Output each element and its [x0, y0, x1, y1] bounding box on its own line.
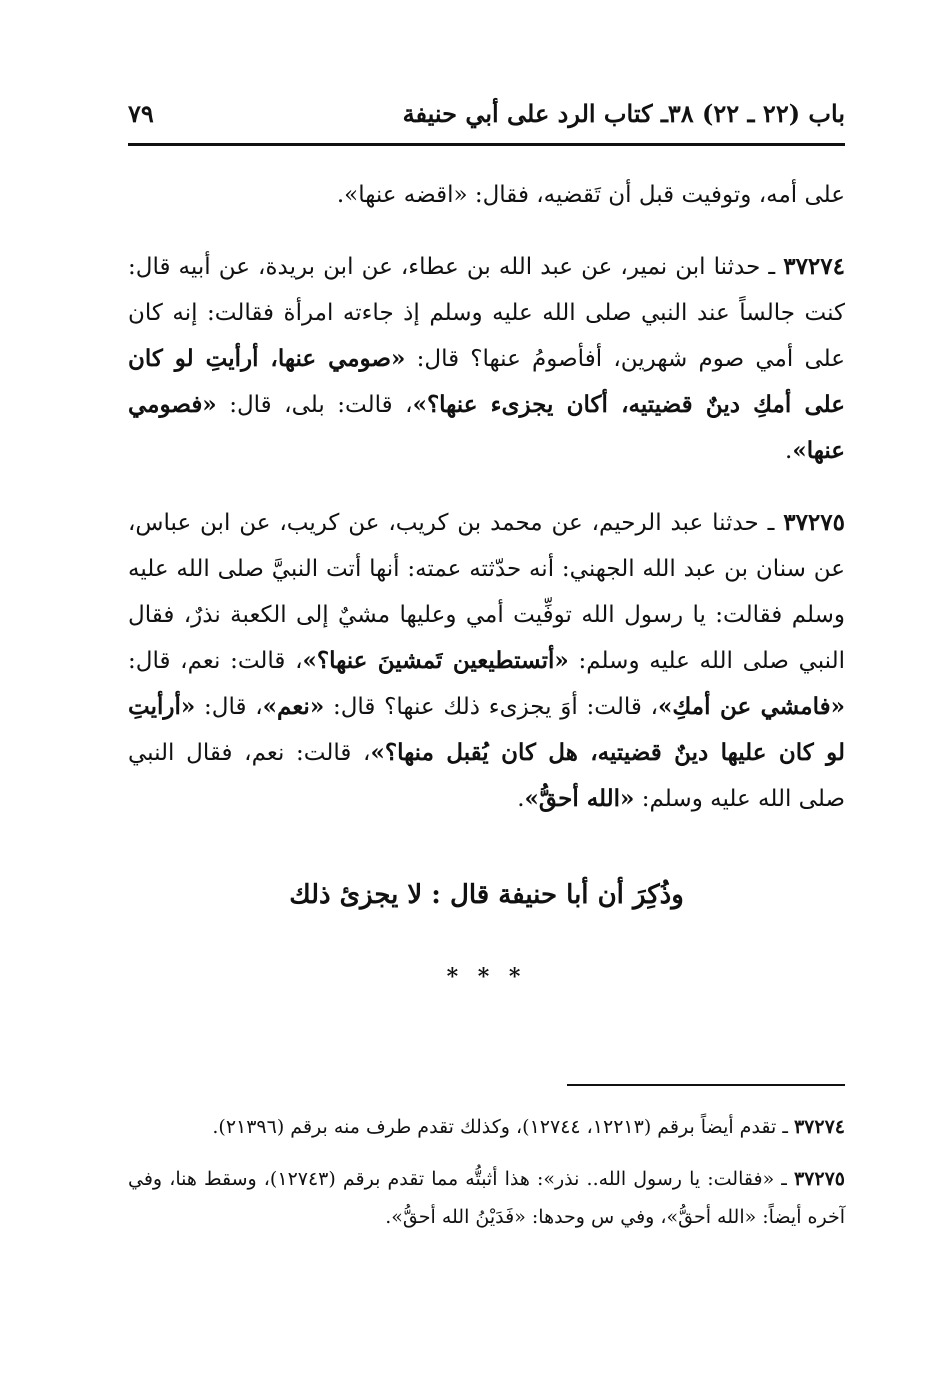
intro-paragraph: على أمه، وتوفيت قبل أن تَقضيه، فقال: «اقضه عنها». — [336, 182, 845, 208]
hadith-text: . — [785, 438, 793, 464]
footnote-text: ـ تقدم أيضاً برقم (١٢٢١٣، ١٢٧٤٤)، وكذلك تقدم طرف منه برقم (٢١٣٩٦). — [212, 1116, 794, 1138]
separator-stars: * * * — [446, 964, 527, 990]
footnote-text: ـ «فقالت: يا رسول الله.. نذر»: هذا أثبتُّه مما تقدم برقم (١٢٧٤٣)، وسقط هنا، وفي آخره أيضاً: «الله أحقُّ»، وفي س وحدها: «فَدَيْنُ الله أحقُّ». — [128, 1168, 845, 1228]
footnotes — [128, 1108, 845, 1236]
hadith-text: ، قالت: أوَ يجزىء ذلك عنها؟ قال: — [324, 694, 659, 720]
footnote-37274 — [128, 1108, 845, 1146]
chapter-title: باب (٢٢ ـ ٢٢) ٣٨ـ كتاب الرد على أبي حنيفة — [402, 99, 845, 128]
header-rule — [128, 143, 845, 146]
quote-text: «فصومي عنها» — [128, 391, 845, 464]
hadith-text: . — [517, 786, 525, 812]
quote-text: «الله أحقُّ» — [524, 785, 635, 812]
page-header — [128, 95, 845, 139]
page-number: ٧٩ — [128, 99, 154, 128]
hadith-text: ، قالت: بلى، قال: — [216, 392, 413, 418]
hadith-text: ، قالت: نعم، قال: — [128, 648, 303, 674]
hadith-text: ـ حدثنا عبد الرحيم، عن محمد بن كريب، عن كريب، عن ابن عباس، عن سنان بن عبد الله الجهني: أنه حدّثته عمته: أنها أتت النبيَّ صلى الله عليه وسلم فقالت: يا رسول الله توفِّيت أمي وعليها مشيٌ إلى الكعبة نذرٌ، فقال النبي صلى الله عليه وسلم: — [128, 510, 846, 674]
quote-text: «نعم» — [262, 693, 325, 720]
hadith-number: ٣٧٢٧٤ — [783, 253, 845, 280]
footnote-number: ٣٧٢٧٥ — [793, 1168, 845, 1190]
footnote-number: ٣٧٢٧٤ — [793, 1116, 845, 1138]
quote-text: «فامشي عن أمكِ» — [658, 693, 846, 720]
hadith-37275 — [128, 500, 845, 822]
hadith-number: ٣٧٢٧٥ — [783, 509, 845, 536]
quote-text: «أرأيتِ لو كان عليها دينٌ قضيتيه، هل كان يُقبل منها؟» — [128, 693, 845, 766]
section-heading: وذُكِرَ أن أبا حنيفة قال : لا يجزئ ذلك — [289, 880, 684, 910]
hadith-text: ، قالت: نعم، فقال النبي صلى الله عليه وسلم: — [128, 740, 845, 812]
main-text — [128, 172, 845, 822]
quote-text: «صومي عنها، أرأيتِ لو كان على أمكِ دينٌ قضيتيه، أكان يجزىء عنها؟» — [128, 345, 845, 418]
hadith-text: ، قال: — [195, 694, 263, 720]
footnote-rule — [567, 1084, 845, 1086]
quote-text: «أتستطيعين تَمشينَ عنها؟» — [302, 647, 569, 674]
hadith-text: ـ حدثنا ابن نمير، عن عبد الله بن عطاء، عن ابن بريدة، عن أبيه قال: كنت جالساً عند النبي صلى الله عليه وسلم إذ جاءته امرأة فقالت: إنه كان على أمي صوم شهرين، أفأصومُ عنها؟ قال: — [128, 254, 845, 372]
hadith-37274 — [128, 244, 845, 474]
footnote-37275 — [128, 1160, 845, 1236]
